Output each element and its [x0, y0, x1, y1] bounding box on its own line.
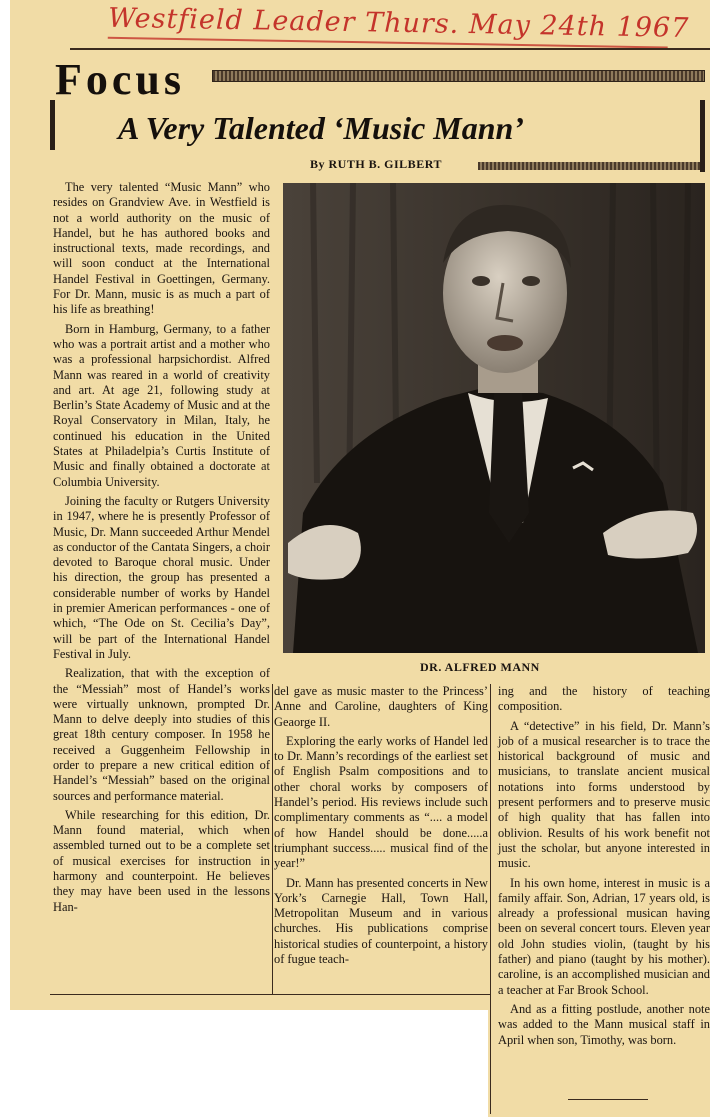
article-column-1	[53, 180, 270, 919]
paragraph: Joining the faculty or Rutgers University in 1947, where he is presently Professor of Music, Dr. Mann succeeded Arthur Mendel as conductor of the Cantata Singers, a choir devoted to Baroque choral music. Under his direction, the group has presented a considerable number of works by Handel in premier American performances - one of which, “The Ode on St. Cecilia’s Day”, will be part of the International Handel Festival in July.	[53, 493, 270, 661]
paragraph: Dr. Mann has presented concerts in New York’s Carnegie Hall, Town Hall, Metropolitan Museum and in various churches. His publications comprise historical studies of counterpoint, a history of fugue teach-	[274, 875, 488, 967]
article-column-2	[274, 684, 488, 971]
top-rule	[70, 48, 710, 50]
byline-decor-bar	[478, 162, 700, 170]
paragraph: A “detective” in his field, Dr. Mann’s job of a musical researcher is to trace the historical background of music and musicians, to translate ancient musical notations into forms understood by present performers and to preserve music of high quality that has fallen into oblivion. Results of his work benefit not just the scholar, but anyone interested in music.	[498, 718, 710, 871]
headline-left-bar	[50, 100, 55, 150]
paragraph: ing and the history of teaching composition.	[498, 684, 710, 714]
paragraph: And as a fitting postlude, another note was added to the Mann musical staff in April when son, Timothy, was born.	[498, 1001, 710, 1047]
paragraph: In his own home, interest in music is a family affair. Son, Adrian, 17 years old, is already a professional musican having been on several concert tours. Eleven year old John studies violin, (taught by his father) and piano (taught by his mother). caroline, is an accomplished musician and a teacher at Far Brook School.	[498, 875, 710, 997]
handwritten-note-text: Westfield Leader Thurs. May 24th 1967	[107, 2, 690, 44]
paragraph: Exploring the early works of Handel led to Dr. Mann’s recordings of the earliest set of English Psalm compositions and to other choral works by composers of Handel’s period. His reviews include such complimentary comments as “.... a model of how Handel should be done.....a triumphant success..... musical find of the year!”	[274, 733, 488, 871]
paragraph: The very talented “Music Mann” who resides on Grandview Ave. in Westfield is not a world authority on the music of Handel, but he has authored books and instructional texts, made recordings, and will soon conduct at the International Handel Festival in Goettingen, Germany. For Dr. Mann, music is as much a part of his life as breathing!	[53, 180, 270, 317]
end-mark-rule	[568, 1099, 648, 1100]
paragraph: del gave as music master to the Princess’ Anne and Caroline, daughters of King Geaorge II.	[274, 684, 488, 729]
column-rule-1	[272, 684, 273, 994]
photo-caption: DR. ALFRED MANN	[420, 660, 540, 674]
headline: A Very Talented ‘Music Mann’	[118, 110, 524, 146]
paragraph: While researching for this edition, Dr. Mann found material, which when assembled turned out to be a complete set of musical exercises for instruction in harmony and counterpoint. He believes they may have been used in the lessons Han-	[53, 807, 270, 914]
paragraph: Born in Hamburg, Germany, to a father who was a portrait artist and a mother who was a professional harpsichordist. Alfred Mann was reared in a world of creativity and art. At age 21, following study at Berlin’s State Academy of Music and at the Royal Conservatory in Milan, Italy, he continued his education in the United States at Philadelpia’s Curtis Institute of Music and finally obtained a doctorate at Columbia University.	[53, 321, 270, 489]
article-column-3	[498, 684, 710, 1052]
byline: By RUTH B. GILBERT	[310, 157, 442, 171]
bottom-rule	[50, 994, 490, 995]
portrait-photo	[283, 183, 705, 653]
section-title: Focus	[55, 55, 185, 104]
paragraph: Realization, that with the exception of the “Messiah” most of Handel’s works were virtually unknown, prompted Dr. Mann to delve deeply into studies of this great 18th century composer. In 1958 he received a Guggenheim Fellowship in order to prepare a new critical edition of Handel’s “Messiah” based on the original sources and performance material.	[53, 666, 270, 803]
section-decor-bar	[212, 70, 705, 82]
column-rule-2	[490, 684, 491, 1114]
headline-right-bar	[700, 100, 705, 172]
